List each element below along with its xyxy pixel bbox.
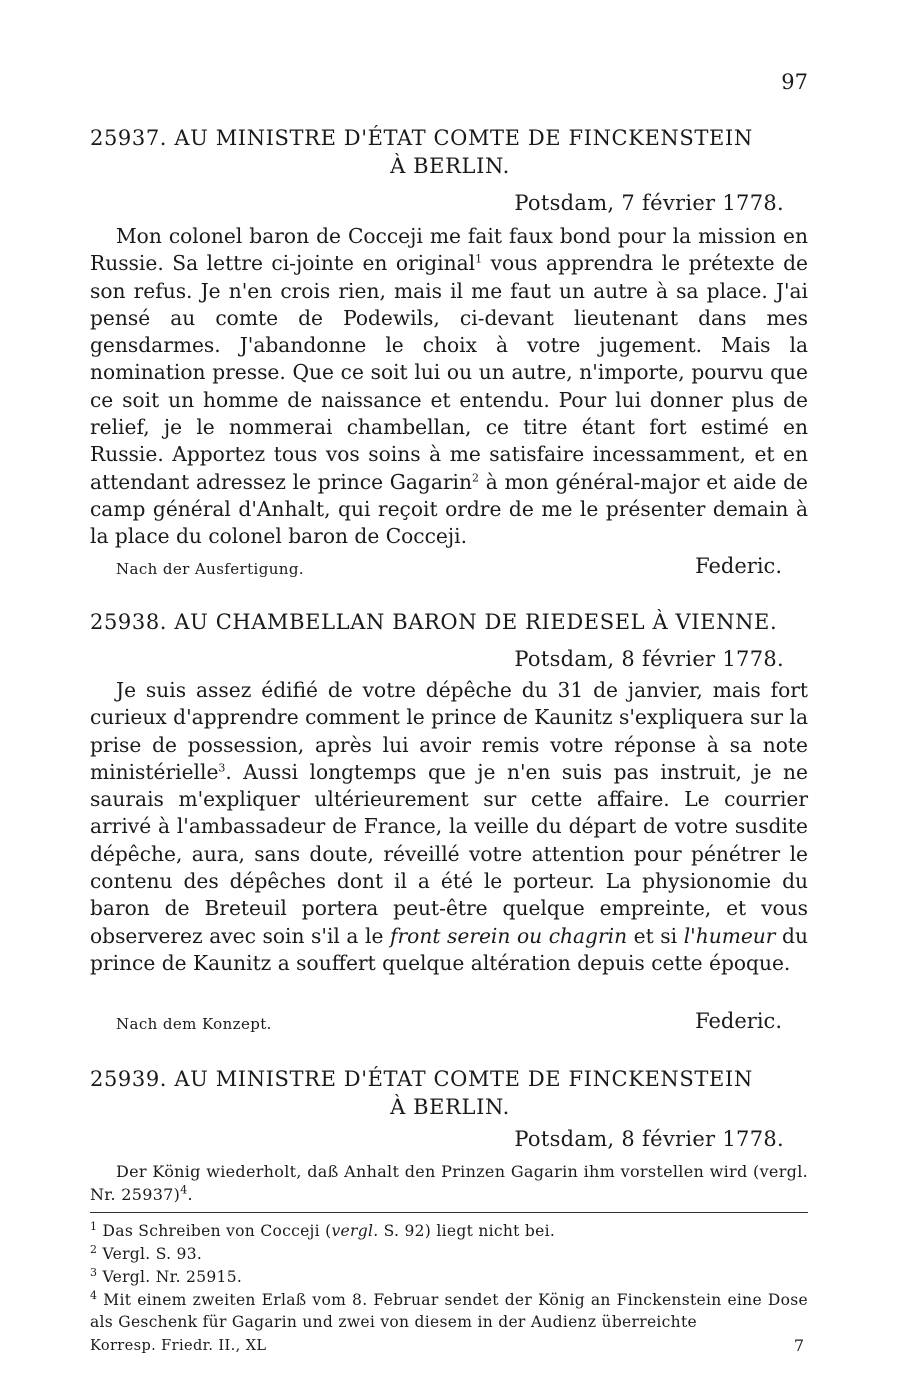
place-date: Potsdam, 7 février 1778. <box>514 191 784 215</box>
footnote <box>90 1243 808 1265</box>
source-note: Nach dem Konzept. <box>116 1015 272 1033</box>
footnote-ref: 2 <box>471 470 479 484</box>
italic-phrase: l'humeur <box>683 923 776 948</box>
letter-heading <box>90 124 810 180</box>
source-note: Nach der Ausfertigung. <box>116 560 305 578</box>
footnote <box>90 1289 808 1333</box>
footnote-text: S. 92) liegt nicht bei. <box>378 1222 556 1240</box>
letter-heading-line1: 25938. AU CHAMBELLAN BARON DE RIEDESEL À VIENNE. <box>90 610 778 634</box>
body-text-segment: et si <box>627 923 684 948</box>
page-number: 97 <box>781 70 808 94</box>
footnote-text: Vergl. S. 93. <box>102 1245 203 1263</box>
signature: Federic. <box>695 554 782 578</box>
letter-heading-line2: À BERLIN. <box>390 1095 510 1119</box>
summary-text: . <box>187 1185 193 1204</box>
body-text-segment: du prince de Kaunitz a souffert quelque altération depuis cette époque. <box>90 923 808 975</box>
body-text-segment: à mon général-major et aide de camp général d'Anhalt, qui reçoit ordre de me le présenter demain à la place du colonel baron de Cocceji. <box>90 469 808 549</box>
letter-heading-line1: 25939. AU MINISTRE D'ÉTAT COMTE DE FINCKENSTEIN <box>90 1067 753 1091</box>
footnote-ref: 3 <box>218 761 226 775</box>
footnote-text: Das Schreiben von Cocceji ( <box>102 1222 332 1240</box>
footnote-ref: 4 <box>180 1183 188 1197</box>
footnote-ref: 1 <box>475 252 483 266</box>
footnote-number: 1 <box>90 1219 98 1233</box>
footnote <box>90 1266 808 1288</box>
body-text-segment: . Aussi longtemps que je n'en suis pas instruit, je ne saurais m'expliquer ultérieurement sur cette affaire. Le courrier arrivé à l'ambassadeur de France, la veille du départ de votre susdite dépêche, aura, sans doute, réveillé votre attention pour pénétrer le contenu des dépêches dont il a été le porteur. La physionomie du baron de Breteuil portera peut-être quelque empreinte, et vous observerez avec soin s'il a le <box>90 759 808 948</box>
footnote-number: 3 <box>90 1265 98 1279</box>
body-text-segment: Je suis assez édifié de votre dépêche du 31 de janvier, mais fort curieux d'apprendre comment le prince de Kaunitz s'expliquera sur la prise de possession, après lui avoir remis votre réponse à sa note ministérielle <box>90 678 808 784</box>
footnote-text: Vergl. Nr. 25915. <box>102 1268 243 1286</box>
letter-body <box>90 677 808 977</box>
signature: Federic. <box>695 1009 782 1033</box>
sheet-number: 7 <box>793 1336 804 1355</box>
place-date: Potsdam, 8 février 1778. <box>514 1127 784 1151</box>
letter-heading <box>90 608 810 636</box>
footnote-rule <box>90 1212 808 1213</box>
footnote-text: Mit einem zweiten Erlaß vom 8. Februar sendet der König an Finckenstein eine Dose als Geschenk für Gagarin und zwei von diesem in der Audienz überreichte <box>90 1291 808 1331</box>
printer-signature-mark: Korresp. Friedr. II., XL <box>90 1338 267 1354</box>
letter-summary <box>90 1160 808 1206</box>
body-text-segment: Mon colonel baron de Cocceji me fait faux bond pour la mission en Russie. Sa lettre ci-jointe en original <box>90 224 808 276</box>
footnote <box>90 1220 808 1242</box>
letter-heading-line1: 25937. AU MINISTRE D'ÉTAT COMTE DE FINCKENSTEIN <box>90 126 753 150</box>
summary-text: Der König wiederholt, daß Anhalt den Prinzen Gagarin ihm vorstellen wird (vergl. Nr. 25937) <box>90 1162 808 1204</box>
footnote-text: vergl. <box>331 1222 379 1240</box>
letter-heading-line2: À BERLIN. <box>390 154 510 178</box>
italic-phrase: front serein ou chagrin <box>390 923 628 948</box>
body-text-segment: vous apprendra le prétexte de son refus. Je n'en crois rien, mais il me faut un autre à sa place. J'ai pensé au comte de Podewils, ci-devant lieutenant dans mes gensdarmes. J'abandonne le choix à votre jugement. Mais la nomination presse. Que ce soit lui ou un autre, n'importe, pourvu que ce soit un homme de naissance et entendu. Pour lui donner plus de relief, je le nommerai chambellan, ce titre étant fort estimé en Russie. Apportez tous vos soins à me satisfaire incessamment, et en attendant adressez le prince Gagarin <box>90 251 808 494</box>
place-date: Potsdam, 8 février 1778. <box>514 647 784 671</box>
letter-body <box>90 223 808 551</box>
letter-heading <box>90 1065 810 1121</box>
footnote-number: 2 <box>90 1242 98 1256</box>
footnote-number: 4 <box>90 1288 98 1302</box>
